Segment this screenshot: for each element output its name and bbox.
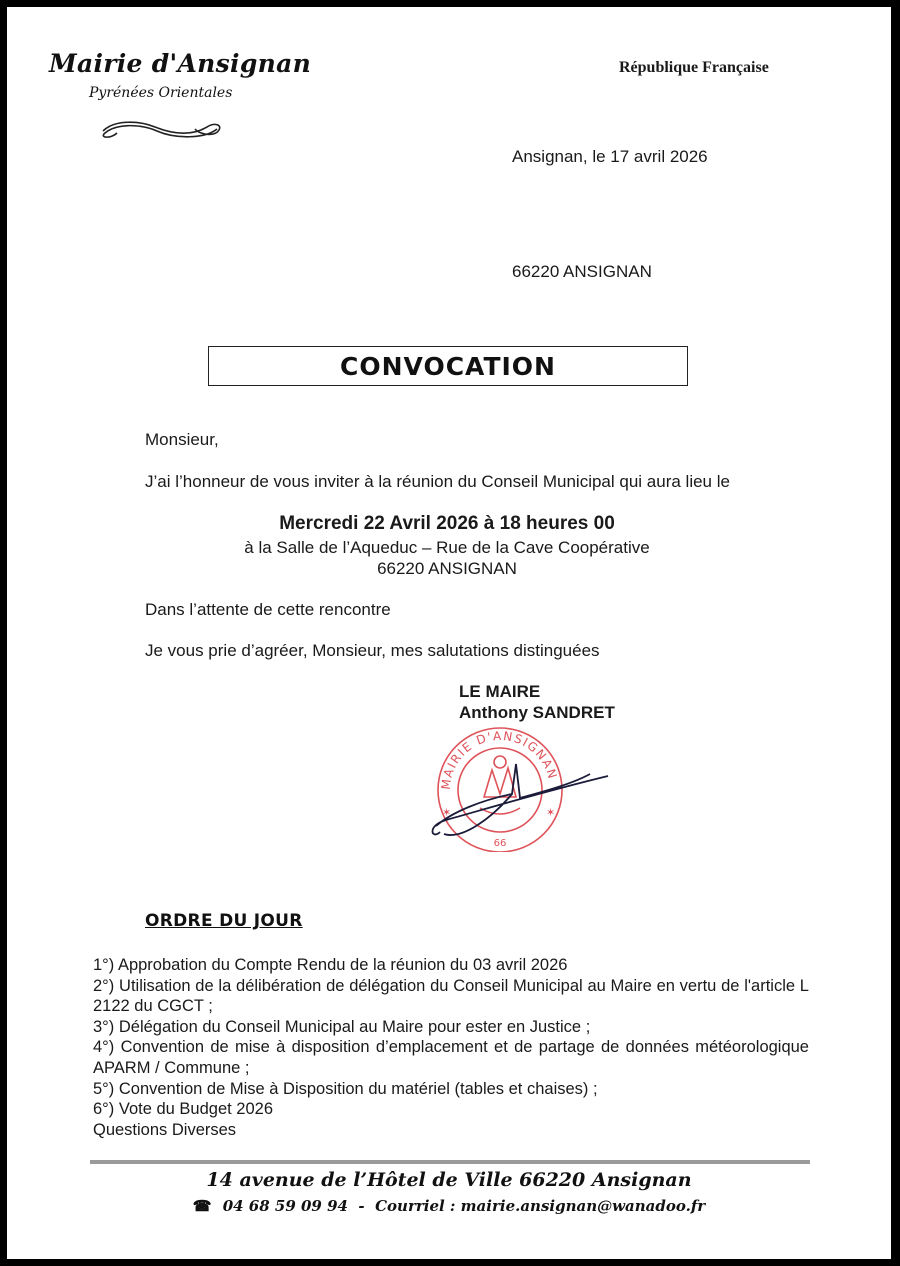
closing-line: Dans l’attente de cette rencontre bbox=[145, 600, 391, 619]
invitation-text: J’ai l’honneur de vous inviter à la réunion du Conseil Municipal qui aura lieu le bbox=[145, 472, 730, 491]
mayor-title: LE MAIRE bbox=[459, 682, 541, 701]
footer-phone: 04 68 59 09 94 bbox=[222, 1197, 348, 1215]
meeting-date: Mercredi 22 Avril 2026 à 18 heures 00 bbox=[279, 513, 615, 534]
republique-francaise: République Française bbox=[619, 59, 769, 76]
footer-separator: - bbox=[358, 1197, 365, 1215]
svg-text:✶: ✶ bbox=[546, 806, 556, 819]
agenda-item: 5°) Convention de Mise à Disposition du matériel (tables et chaises) ; bbox=[93, 1079, 598, 1098]
meeting-city: 66220 ANSIGNAN bbox=[377, 559, 517, 578]
phone-icon: ☎ bbox=[192, 1197, 212, 1215]
agenda-item: 2°) Utilisation de la délibération de délégation du Conseil Municipal au Maire en vertu de l'article L 2122 du CGCT ; bbox=[93, 976, 809, 1016]
recipient-address: 66220 ANSIGNAN bbox=[512, 262, 652, 281]
agenda-item: Questions Diverses bbox=[93, 1120, 237, 1139]
region-name: Pyrénées Orientales bbox=[89, 85, 233, 101]
agenda-item: 6°) Vote du Budget 2026 bbox=[93, 1100, 273, 1119]
official-stamp-signature bbox=[422, 722, 622, 852]
agenda-item: 1°) Approbation du Compte Rendu de la réunion du 03 avril 2026 bbox=[93, 956, 568, 974]
agenda-list bbox=[93, 955, 809, 1140]
agenda-title: ORDRE DU JOUR bbox=[145, 911, 303, 931]
stamp-text: MAIRIE D'ANSIGNAN bbox=[438, 728, 560, 791]
meeting-place: à la Salle de l’Aqueduc – Rue de la Cave Coopérative bbox=[244, 538, 650, 557]
footer-divider bbox=[90, 1160, 810, 1164]
footer-contact bbox=[7, 1197, 891, 1215]
stamp-dept: 66 bbox=[493, 838, 507, 849]
greeting: Monsieur, bbox=[145, 430, 219, 449]
svg-text:✶: ✶ bbox=[442, 806, 452, 819]
letter-page bbox=[7, 7, 891, 1259]
agenda-item: 4°) Convention de mise à disposition d’emplacement et de partage de données météorologique APARM / Commune ; bbox=[93, 1038, 809, 1077]
letter-date: Ansignan, le 17 avril 2026 bbox=[512, 147, 708, 166]
footer-email: Courriel : mairie.ansignan@wanadoo.fr bbox=[375, 1197, 706, 1215]
page-title: CONVOCATION bbox=[340, 351, 556, 381]
salutation: Je vous prie d’agréer, Monsieur, mes salutations distinguées bbox=[145, 641, 600, 660]
mairie-name: Mairie d'Ansignan bbox=[49, 49, 312, 78]
mayor-name: Anthony SANDRET bbox=[459, 703, 615, 722]
title-box bbox=[208, 346, 688, 386]
footer-address: 14 avenue de l’Hôtel de Ville 66220 Ansignan bbox=[206, 1169, 692, 1191]
agenda-item: 3°) Délégation du Conseil Municipal au Maire pour ester en Justice ; bbox=[93, 1017, 591, 1036]
flourish-ornament bbox=[95, 115, 225, 143]
meeting-details bbox=[157, 511, 737, 579]
